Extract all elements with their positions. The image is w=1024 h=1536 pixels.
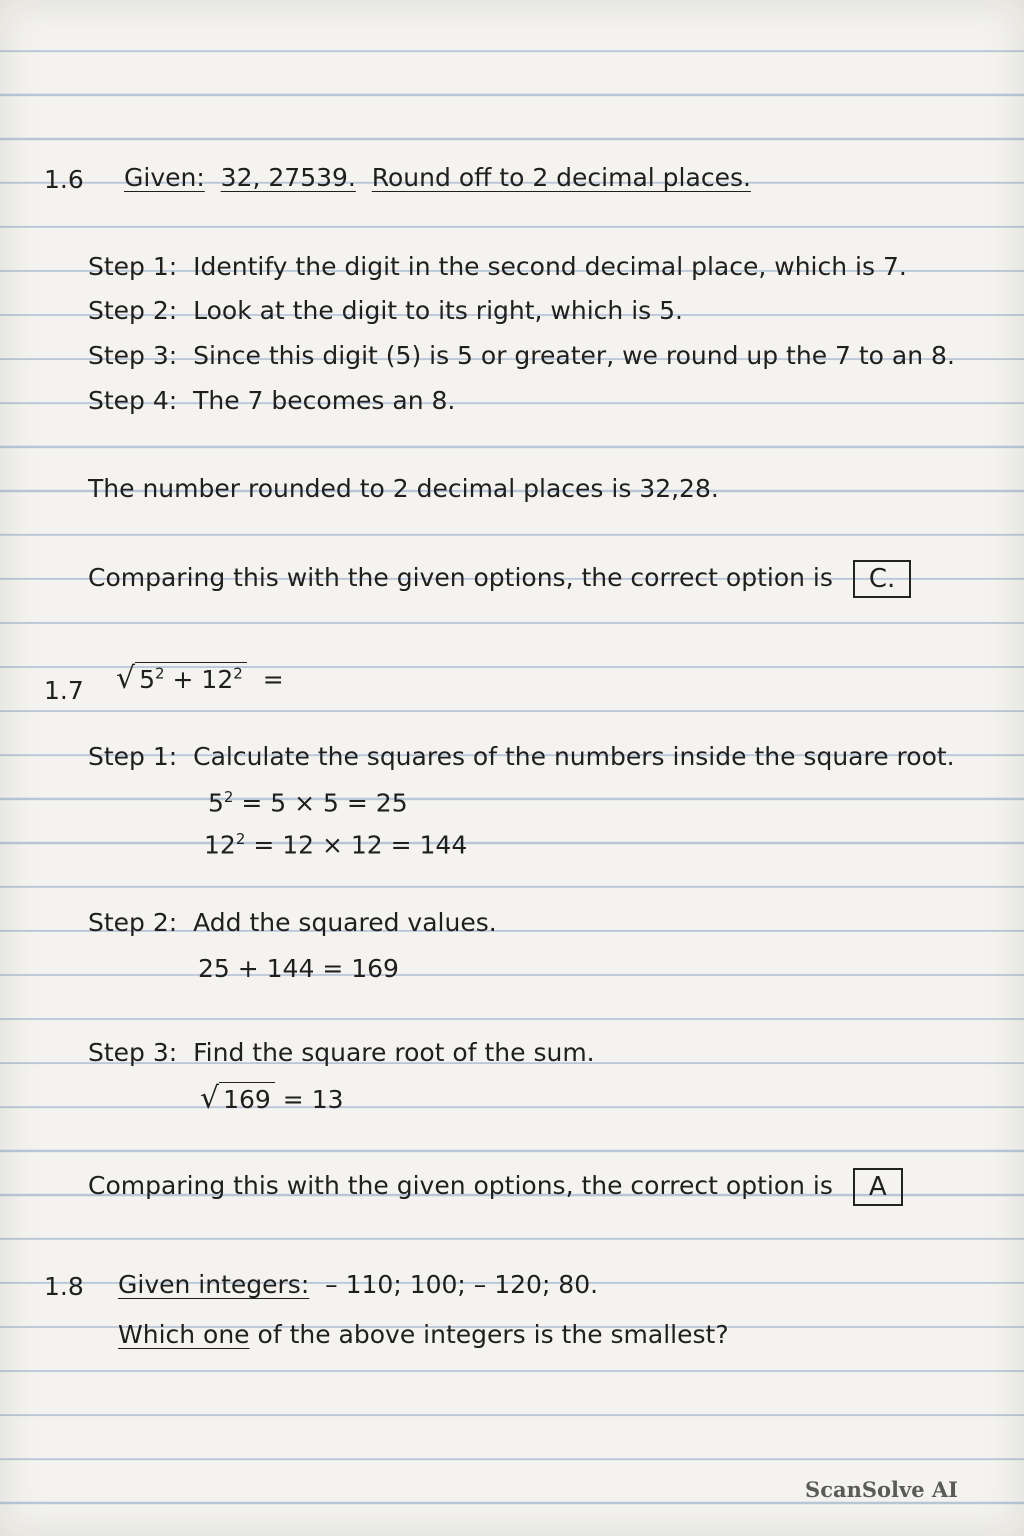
step-label: Step 2: xyxy=(88,908,178,937)
expr-term: 5 xyxy=(139,665,156,694)
step-line xyxy=(88,744,955,769)
question-rest: of the above integers is the smallest? xyxy=(257,1320,729,1349)
calculation-line xyxy=(200,1081,344,1116)
step-line xyxy=(88,910,497,935)
given-label: Given integers: xyxy=(118,1270,310,1299)
question-number: 1.7 xyxy=(44,676,84,705)
root-result: = 13 xyxy=(282,1085,344,1114)
compare-text: Comparing this with the given options, the correct option is xyxy=(88,1171,833,1200)
radicand: 169 xyxy=(219,1082,275,1114)
answer-box: C. xyxy=(853,560,911,598)
given-value: 32, 27539. xyxy=(220,163,356,192)
answer-box: A xyxy=(853,1168,903,1206)
question-number: 1.8 xyxy=(44,1272,84,1301)
expr-term: + 12 xyxy=(172,665,234,694)
calculation-line xyxy=(204,830,468,860)
step-line xyxy=(88,298,683,323)
result-line: The number rounded to 2 decimal places is 32,28. xyxy=(88,474,719,503)
calc-base: 5 xyxy=(208,788,224,818)
sqrt-symbol: √ xyxy=(200,1081,220,1116)
radicand xyxy=(135,662,247,694)
equals-sign: = xyxy=(262,665,284,694)
step-label: Step 1: xyxy=(88,742,178,771)
step-label: Step 1: xyxy=(88,252,178,281)
compare-text: Comparing this with the given options, the correct option is xyxy=(88,563,833,592)
step-text: Calculate the squares of the numbers inside the square root. xyxy=(193,742,955,771)
watermark-logo: ScanSolve AI xyxy=(805,1477,958,1502)
calculation-line: 25 + 144 = 169 xyxy=(198,954,399,983)
question-prompt xyxy=(118,1272,598,1297)
exponent: 2 xyxy=(223,788,234,806)
calculation-line xyxy=(208,788,408,818)
exponent: 2 xyxy=(235,830,246,848)
sqrt-expression xyxy=(116,661,247,696)
calc-base: 12 xyxy=(204,830,236,860)
step-line xyxy=(88,343,955,368)
given-values: – 110; 100; – 120; 80. xyxy=(325,1270,599,1299)
step-label: Step 2: xyxy=(88,296,178,325)
question-underlined: Which one xyxy=(118,1320,250,1349)
step-line xyxy=(88,1040,595,1065)
step-text: Since this digit (5) is 5 or greater, we round up the 7 to an 8. xyxy=(193,341,955,370)
step-line xyxy=(88,254,907,279)
given-label: Given: xyxy=(124,163,205,192)
step-text: Find the square root of the sum. xyxy=(193,1038,595,1067)
step-text: The 7 becomes an 8. xyxy=(193,386,456,415)
calc-rest: = 5 × 5 = 25 xyxy=(241,788,408,818)
compare-line xyxy=(88,560,911,598)
step-label: Step 3: xyxy=(88,341,178,370)
question-prompt xyxy=(124,165,751,190)
instruction-text: Round off to 2 decimal places. xyxy=(371,163,751,192)
step-line xyxy=(88,388,455,413)
question-number: 1.6 xyxy=(44,165,84,194)
step-text: Identify the digit in the second decimal place, which is 7. xyxy=(193,252,907,281)
step-label: Step 4: xyxy=(88,386,178,415)
step-text: Look at the digit to its right, which is 5. xyxy=(193,296,683,325)
exponent: 2 xyxy=(155,664,165,683)
step-text: Add the squared values. xyxy=(193,908,497,937)
question-expression xyxy=(116,661,284,696)
exponent: 2 xyxy=(233,664,243,683)
sqrt-symbol: √ xyxy=(116,661,136,696)
question-text xyxy=(118,1322,729,1347)
sqrt-expression xyxy=(200,1081,275,1116)
step-label: Step 3: xyxy=(88,1038,178,1067)
calc-rest: = 12 × 12 = 144 xyxy=(253,830,468,860)
compare-line xyxy=(88,1168,903,1206)
